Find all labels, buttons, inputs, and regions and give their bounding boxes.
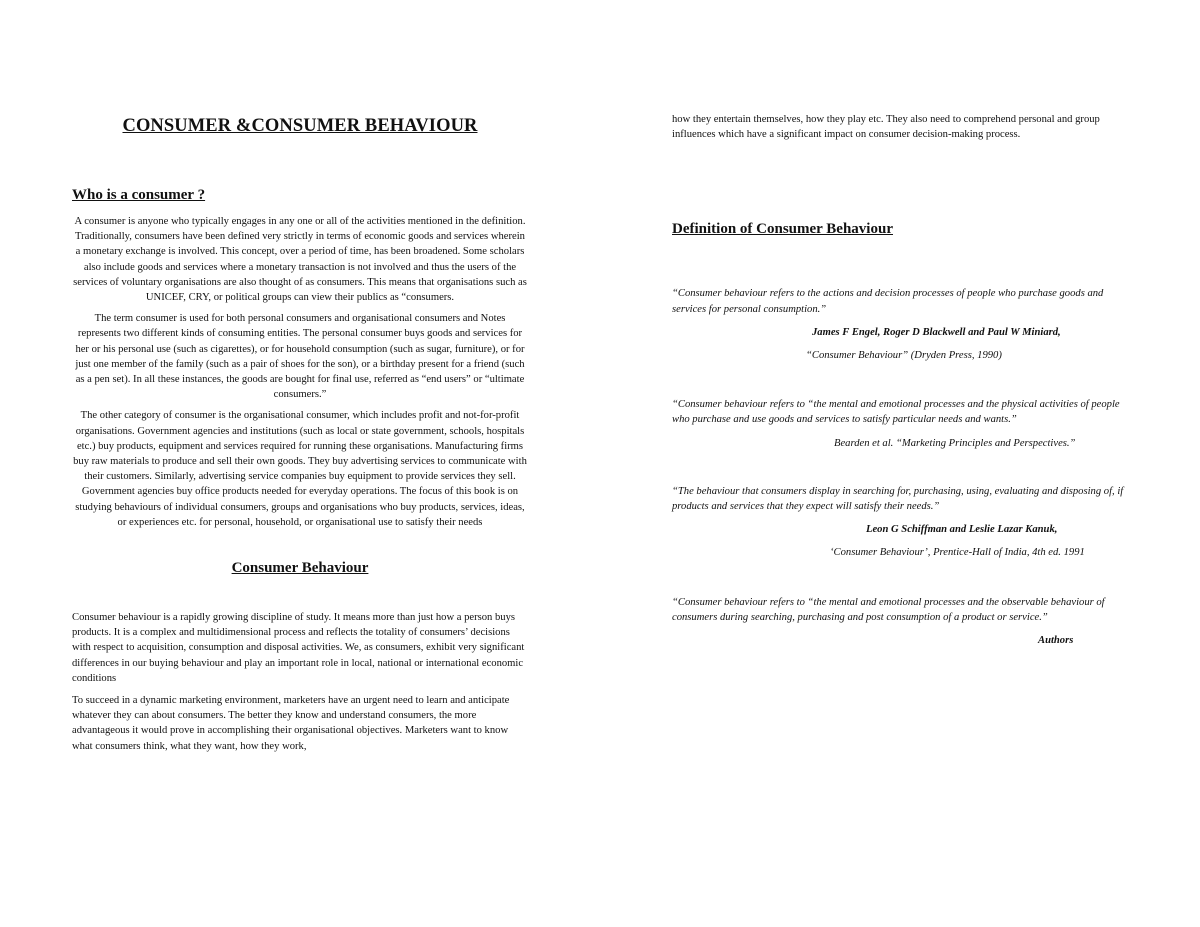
- left-column: [72, 112, 528, 754]
- quote-bearden: “Consumer behaviour refers to “the mental and emotional processes and the physical activities of people who purchase and use goods and services to satisfy particular needs and wants.”: [672, 399, 1120, 426]
- paragraph-marketing-environment: To succeed in a dynamic marketing environment, marketers have an urgent need to learn and anticipate whatever they can about consumers. The better they know and understand consumers, the more advantageous it would prove in accomplishing their organisational objectives. Marketers want to know what consumers think, what they want, how they work,: [72, 695, 510, 752]
- document-title: CONSUMER &CONSUMER BEHAVIOUR: [122, 116, 478, 136]
- heading-consumer-behaviour: Consumer Behaviour: [231, 560, 369, 577]
- paragraph-behaviour-discipline: Consumer behaviour is a rapidly growing discipline of study. It means more than just how a person buys products. It is a complex and multidimensional process and reflects the totality of consumers’ decisions with respect to acquisition, consumption and disposal activities. We, as consumers, exhibit very significant differences in our buying behaviour and play an important role in local, national or international economic conditions: [72, 612, 525, 684]
- paragraph-organisational-consumer: The other category of consumer is the organisational consumer, which includes profit and not-for-profit organisations. Government agencies and institutions (such as local or state government, schools, hospitals etc.) buy products, equipment and services required for running these organisations. Manufacturing firms buy raw materials to produce and sell their own goods. They buy advertising services to communicate with their customers. Similarly, advertising service companies buy equipment to provide services they sell. Government agencies buy office products needed for everyday operations. The focus of this book is on studying behaviours of individual consumers, groups and organisations who buy products, services, ideas, or experiences etc. for personal, household, or organisational use to satisfy their needs: [73, 410, 527, 528]
- attribution-engel-authors: James F Engel, Roger D Blackwell and Paul W Miniard,: [812, 326, 1061, 338]
- heading-who-is-a-consumer: Who is a consumer ?: [72, 187, 206, 203]
- quote-schiffman: “The behaviour that consumers display in searching for, purchasing, using, evaluating and disposing of, if products and services that they expect will satisfy their needs.”: [672, 485, 1124, 513]
- attribution-authors: Authors: [1038, 635, 1074, 647]
- quote-engel: “Consumer behaviour refers to the actions and decision processes of people who purchase goods and services for personal consumption.”: [672, 288, 1104, 315]
- paragraph-personal-consumer: The term consumer is used for both personal consumers and organisational consumers and Notes represents two different kinds of consuming entities. The personal consumer buys goods and services for her or his personal use (such as cigarettes), or for household consumption (such as sugar, furniture), or for just one member of the family (such as a pair of shoes for the son), or a birthday present for a friend (such as a pen set). In all these instances, the goods are bought for final use, referred as “end users” or “ultimate consumers.”: [75, 313, 525, 401]
- right-column: [672, 112, 1128, 648]
- paragraph-consumer-definition: A consumer is anyone who typically engages in any one or all of the activities mentioned in the definition. Traditionally, consumers have been defined very strictly in terms of economic goods and services wherein a monetary exchange is involved. This concept, over a period of time, has been broadened. Some scholars also include goods and services where a monetary transaction is not involved and thus the users of the services of voluntary organisations are also thought of as consumers. This means that organisations such as UNICEF, CRY, or political groups can view their publics as “consumers.: [73, 216, 527, 304]
- attribution-schiffman-book: ‘Consumer Behaviour’, Prentice-Hall of India, 4th ed. 1991: [830, 547, 1085, 559]
- paragraph-continued: how they entertain themselves, how they play etc. They also need to comprehend personal and group influences which have a significant impact on consumer decision-making process.: [672, 114, 1100, 141]
- attribution-engel-book: “Consumer Behaviour” (Dryden Press, 1990): [806, 350, 1002, 362]
- attribution-bearden: Bearden et al. “Marketing Principles and Perspectives.”: [834, 437, 1076, 449]
- heading-definition: Definition of Consumer Behaviour: [672, 221, 893, 238]
- quote-authors: “Consumer behaviour refers to “the mental and emotional processes and the observable behaviour of consumers during searching, purchasing and post consumption of a product or service.”: [672, 596, 1105, 623]
- attribution-schiffman-authors: Leon G Schiffman and Leslie Lazar Kanuk,: [866, 524, 1058, 536]
